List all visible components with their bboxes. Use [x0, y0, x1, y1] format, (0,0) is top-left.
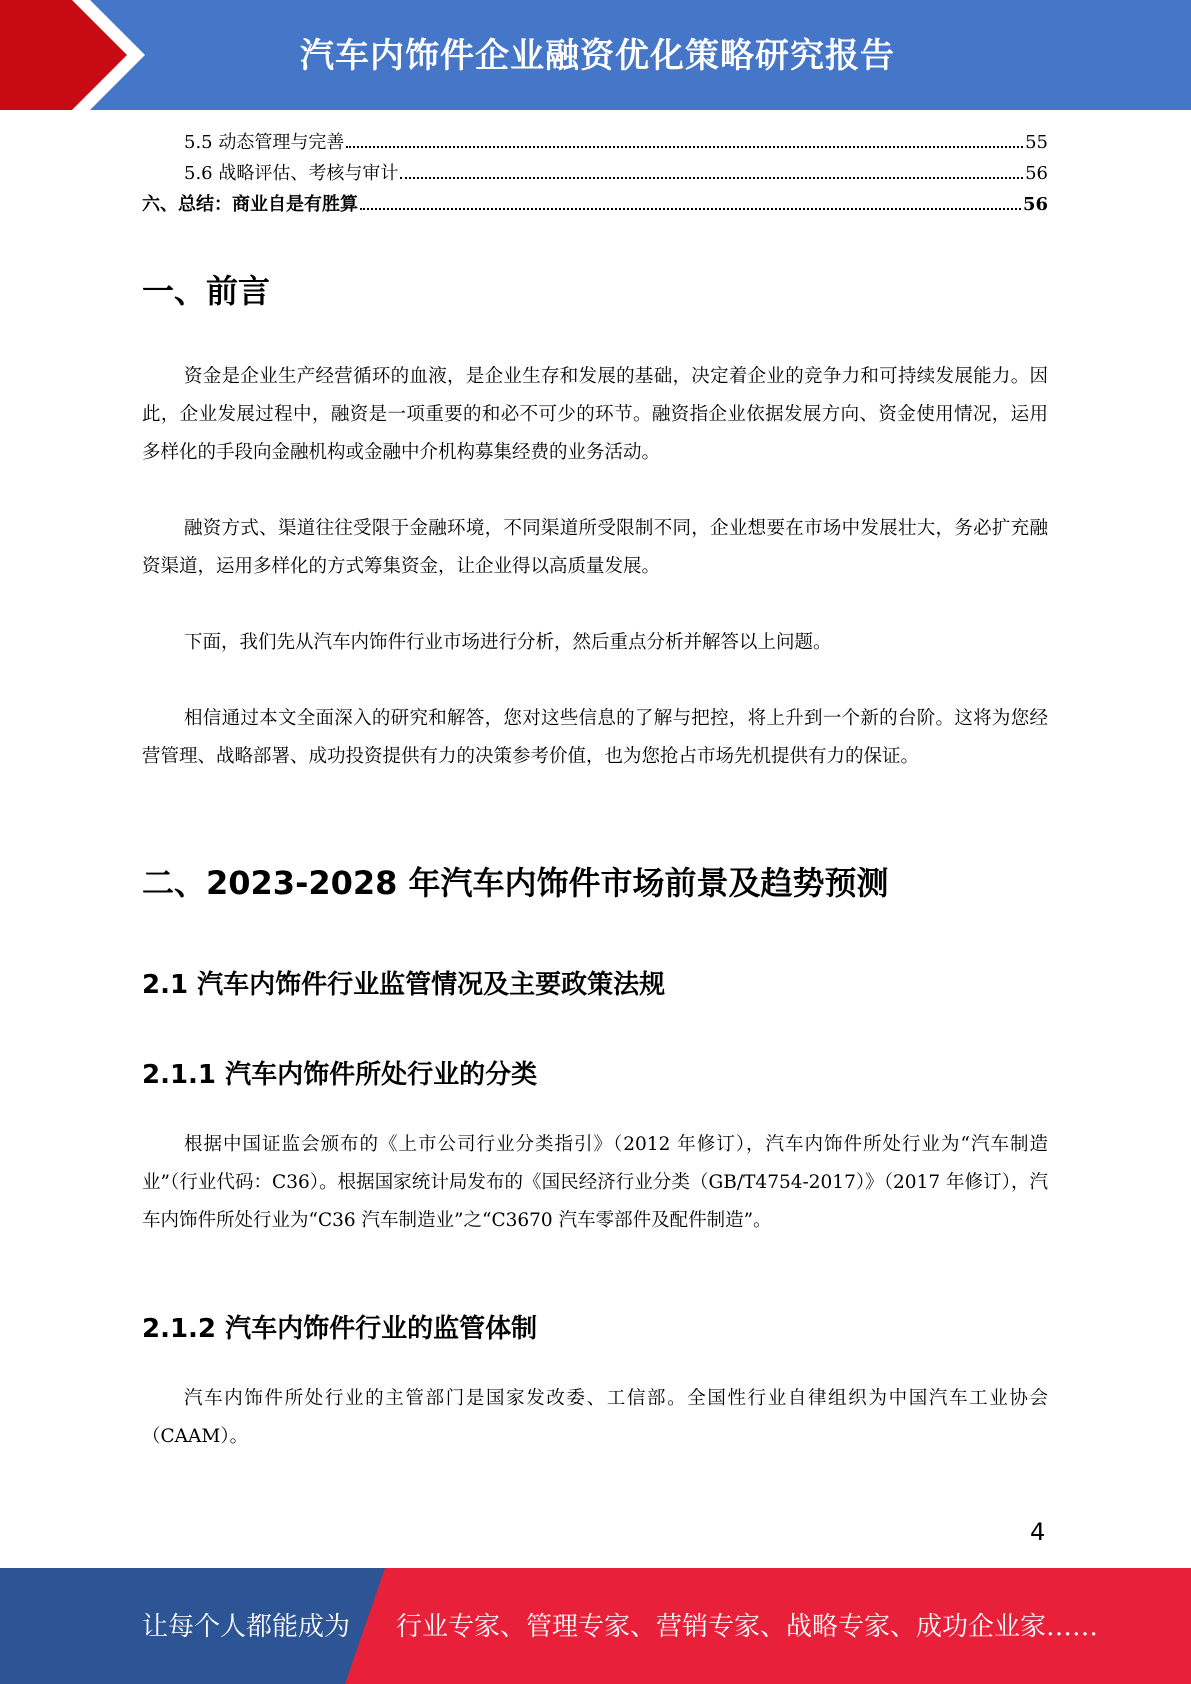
- section-heading-market-forecast: 二、2023-2028 年汽车内饰件市场前景及趋势预测: [142, 864, 889, 902]
- toc-page: 56: [1022, 194, 1048, 215]
- preface-paragraph-2: 融资方式、渠道往往受限于金融环境，不同渠道所受限制不同，企业想要在市场中发展壮大，务必扩充融资渠道，运用多样化的方式筹集资金，让企业得以高质量发展。: [142, 518, 1048, 577]
- footer-slogan-right: 行业专家、管理专家、营销专家、战略专家、成功企业家……: [396, 1612, 1099, 1642]
- table-of-contents: [142, 128, 1048, 221]
- toc-entry[interactable]: [142, 128, 1048, 159]
- toc-label: 5.6 战略评估、考核与审计: [184, 163, 399, 184]
- subsection-heading-2-1-2: 2.1.2 汽车内饰件行业的监管体制: [142, 1314, 538, 1344]
- toc-leader: [400, 177, 1023, 179]
- toc-page: 55: [1025, 132, 1048, 153]
- preface-paragraph-3: 下面，我们先从汽车内饰件行业市场进行分析，然后重点分析并解答以上问题。: [184, 632, 832, 653]
- footer-slogan-left: 让每个人都能成为: [142, 1612, 351, 1642]
- page-footer: [0, 1568, 1191, 1684]
- toc-leader: [346, 146, 1023, 148]
- header-arrow-decoration: [0, 0, 150, 110]
- toc-label: 六、总结：商业自是有胜算: [142, 194, 358, 215]
- report-title: 汽车内饰件企业融资优化策略研究报告: [300, 36, 895, 76]
- page-header: [0, 0, 1191, 110]
- toc-label: 5.5 动态管理与完善: [184, 132, 345, 153]
- subsection-heading-2-1-1: 2.1.1 汽车内饰件所处行业的分类: [142, 1060, 538, 1090]
- regulation-paragraph: 汽车内饰件所处行业的主管部门是国家发改委、工信部。全国性行业自律组织为中国汽车工业协会（CAAM）。: [142, 1388, 1048, 1447]
- toc-page: 56: [1025, 163, 1048, 184]
- preface-paragraph-4: 相信通过本文全面深入的研究和解答，您对这些信息的了解与把控，将上升到一个新的台阶。这将为您经营管理、战略部署、成功投资提供有力的决策参考价值，也为您抢占市场先机提供有力的保证。: [142, 708, 1048, 767]
- section-heading-preface: 一、前言: [142, 272, 271, 310]
- subsection-heading-2-1: 2.1 汽车内饰件行业监管情况及主要政策法规: [142, 970, 666, 1000]
- preface-paragraph-1: 资金是企业生产经营循环的血液，是企业生存和发展的基础，决定着企业的竞争力和可持续发展能力。因此，企业发展过程中，融资是一项重要的和必不可少的环节。融资指企业依据发展方向、资金使用情况，运用多样化的手段向金融机构或金融中介机构募集经费的业务活动。: [142, 366, 1048, 463]
- classification-paragraph: 根据中国证监会颁布的《上市公司行业分类指引》（2012 年修订），汽车内饰件所处行业为“汽车制造业”（行业代码：C36）。根据国家统计局发布的《国民经济行业分类（GB/T4754-2017）》（2017 年修订），汽车内饰件所处行业为“C36 汽车制造业”之“C3670 汽车零部件及配件制造”。: [142, 1134, 1048, 1231]
- page-number: 4: [1030, 1518, 1046, 1546]
- toc-entry[interactable]: [142, 190, 1048, 221]
- toc-entry[interactable]: [142, 159, 1048, 190]
- toc-leader: [360, 208, 1021, 210]
